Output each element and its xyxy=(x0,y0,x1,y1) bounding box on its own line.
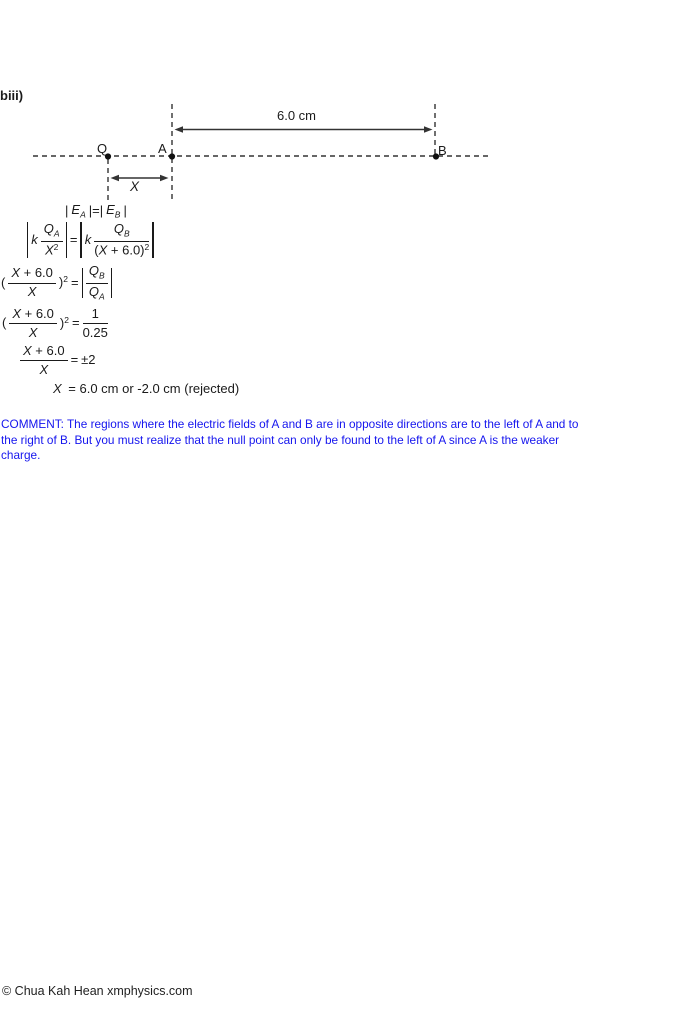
fraction-x6-x: $\frac{X + 6.0}{X}$ xyxy=(20,344,68,377)
x-arrowhead-left xyxy=(111,175,120,181)
plus-minus-two: ±2 xyxy=(81,352,96,368)
comment-line: charge. xyxy=(1,448,41,462)
constant-k: k xyxy=(84,231,92,247)
fraction-1-025: $\frac{1}{0.25}$ xyxy=(82,306,108,340)
equation-ratio xyxy=(1,264,112,302)
close-paren-squared: )$^2$ xyxy=(58,274,68,290)
comment-line: the right of B. But you must realize that the null point can only be found to the left of A since A is the weaker xyxy=(1,432,560,447)
equation-sqrt xyxy=(20,344,96,377)
fraction-x6-x: $\frac{X + 6.0}{X}$ xyxy=(9,307,57,340)
section-label: biii) xyxy=(0,88,24,103)
open-paren: ( xyxy=(2,315,7,331)
equation-field-equality xyxy=(65,203,127,220)
abs-bar xyxy=(27,222,28,258)
answer-text: = 6.0 cm or -2.0 cm (rejected) xyxy=(64,381,240,396)
fraction-qa-x2: $\frac{Q_A}{X^2}$ xyxy=(41,222,63,258)
footer-credit: © Chua Kah Hean xmphysics.com xyxy=(2,984,193,998)
equals-bars: |=| xyxy=(88,203,104,219)
fraction-x6-x: $\frac{X + 6.0}{X}$ xyxy=(8,266,56,299)
abs-bar xyxy=(82,268,83,298)
open-paren: ( xyxy=(1,274,6,290)
comment-paragraph xyxy=(1,417,673,464)
fraction-qb-x6: $\frac{Q_B}{(X + 6.0)^2}$ xyxy=(94,221,150,258)
term-ea: $E_A$ xyxy=(71,202,86,220)
field-diagram xyxy=(0,0,681,220)
equation-ratio-value xyxy=(2,307,108,340)
distance-arrowhead-right xyxy=(424,126,433,132)
equals-sign: = xyxy=(70,274,79,290)
term-eb: $E_B$ xyxy=(106,202,121,220)
abs-bar: | xyxy=(65,203,69,219)
equals-sign: = xyxy=(69,231,78,247)
constant-k: k xyxy=(31,231,38,247)
equation-answer xyxy=(53,382,239,397)
point-dot-a xyxy=(169,153,175,159)
x-arrowhead-right xyxy=(160,175,169,181)
abs-bar xyxy=(80,222,81,258)
comment-line: COMMENT: The regions where the electric fields of A and B are in opposite directions are to the left of A and to xyxy=(1,417,579,431)
point-label-b: B xyxy=(438,143,447,158)
variable-x: X xyxy=(53,381,62,396)
equals-sign: = xyxy=(71,315,80,331)
equation-coulomb xyxy=(27,222,154,258)
abs-bar xyxy=(111,268,112,298)
distance-label: 6.0 cm xyxy=(277,108,317,123)
abs-bar: | xyxy=(123,203,127,219)
abs-bar xyxy=(66,222,67,258)
equals-sign: = xyxy=(70,352,79,368)
distance-arrowhead-left xyxy=(175,126,184,132)
point-label-q: Q xyxy=(97,141,108,156)
point-label-a: A xyxy=(158,141,167,156)
x-arrow-label: X xyxy=(130,179,140,194)
close-paren-squared: )$^2$ xyxy=(59,315,69,331)
fraction-qb-qa: $\frac{Q_B}{Q_A}$ xyxy=(86,264,108,302)
abs-bar xyxy=(152,222,153,258)
